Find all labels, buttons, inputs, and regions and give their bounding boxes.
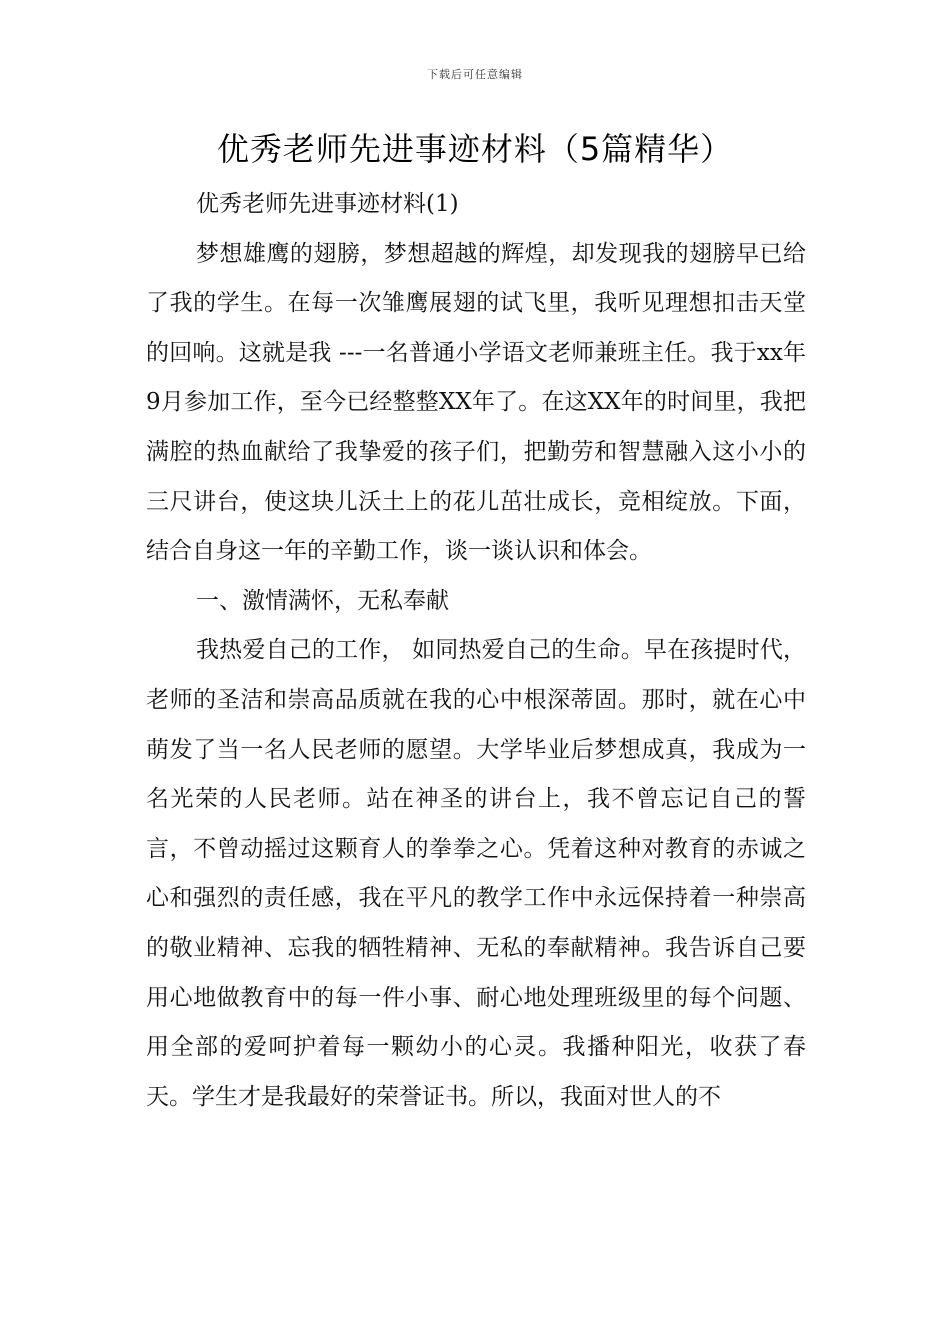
paragraph-2: 我热爱自己的工作， 如同热爱自己的生命。早在孩提时代，老师的圣洁和崇高品质就在我的心中根深蒂固。那时，就在心中萌发了当一名人民老师的愿望。大学毕业后梦想成真，我成为一名光荣的人民老师。站在神圣的讲台上，我不曾忘记自己的誓言，不曾动摇过这颗育人的拳拳之心。凭着这种对教育的赤诚之心和强烈的责任感，我在平凡的教学工作中永远保持着一种崇高的敬业精神、忘我的牺牲精神、无私的奉献精神。我告诉自己要用心地做教育中的每一件小事、耐心地处理班级里的每个问题、用全部的爱呵护着每一颗幼小的心灵。我播种阳光，收获了春天。学生才是我最好的荣誉证书。所以，我面对世人的不 <box>146 637 806 1110</box>
page-header-note: 下载后可任意编辑 <box>427 68 523 81</box>
paragraph-1: 梦想雄鹰的翅膀，梦想超越的辉煌，却发现我的翅膀早已给了我的学生。在每一次雏鹰展翅的试飞里，我听见理想扣击天堂的回响。这就是我 ---一名普通小学语文老师兼班主任。我于xx年9月参加工作，至今已经整整XX年了。在这XX年的时间里，我把满腔的热血献给了我挚爱的孩子们，把勤劳和智慧融入这小小的三尺讲台，使这块儿沃土上的花儿茁壮成长，竞相绽放。下面，结合自身这一年的辛勤工作，谈一谈认识和体会。 <box>146 240 806 565</box>
section-heading-1: 一、激情满怀，无私奉献 <box>196 587 449 614</box>
document-body <box>146 180 806 1122</box>
document-title: 优秀老师先进事迹材料（5篇精华） <box>216 130 734 168</box>
article-subtitle: 优秀老师先进事迹材料(1) <box>196 191 459 217</box>
